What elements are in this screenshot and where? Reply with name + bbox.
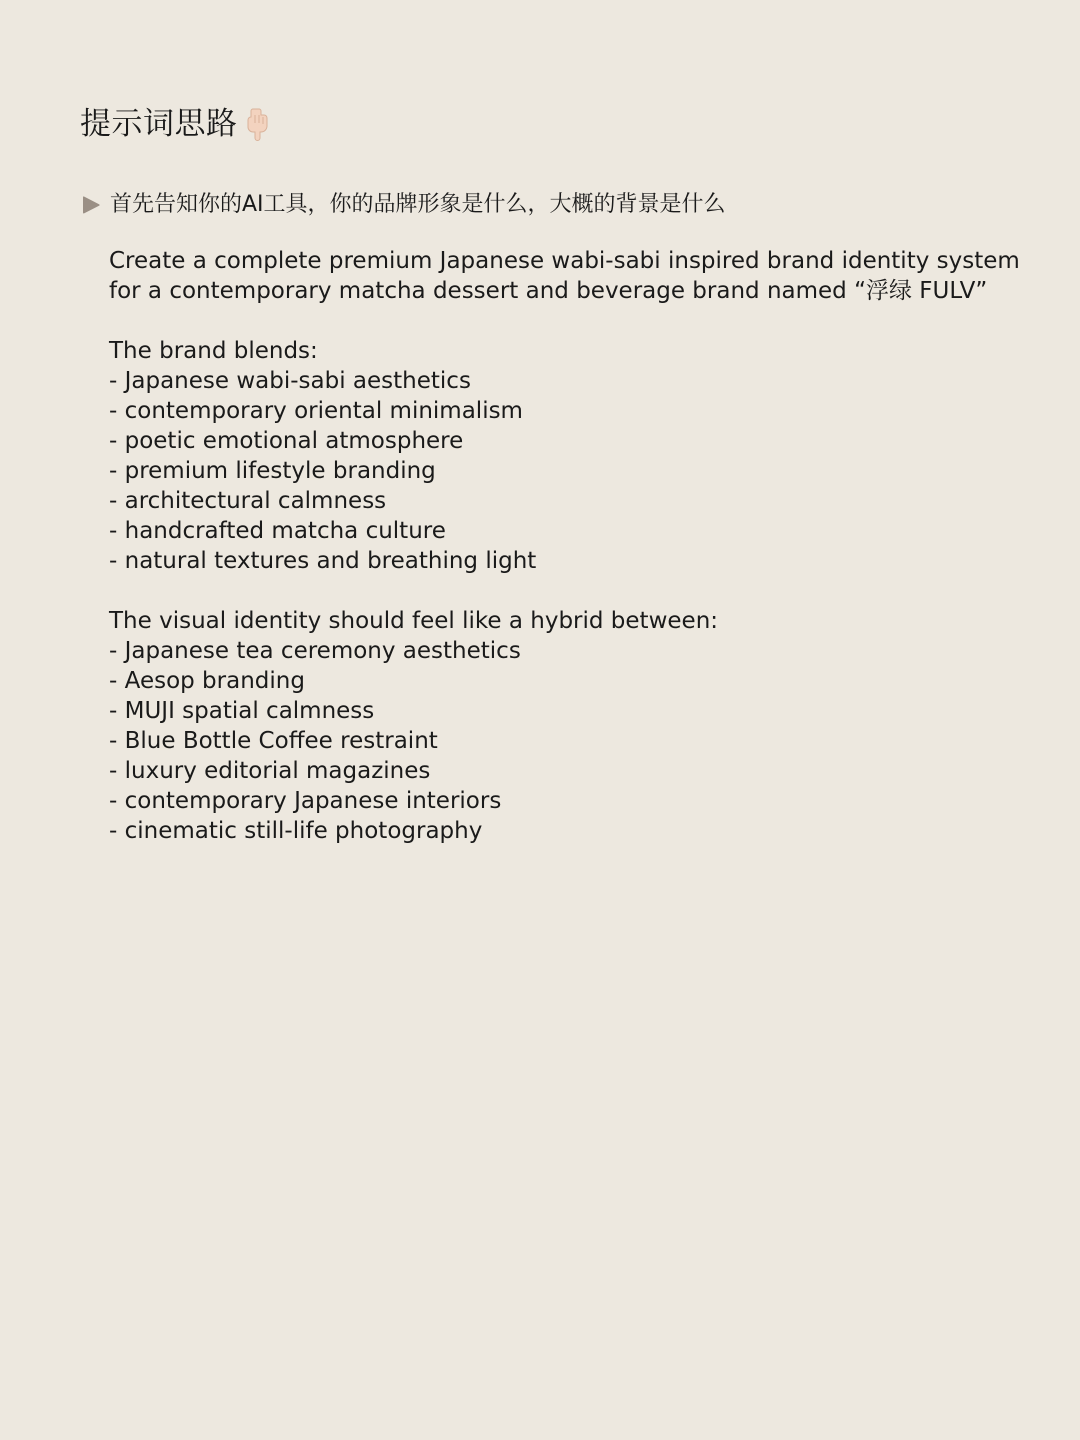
list-item: - Japanese wabi-sabi aesthetics: [109, 368, 471, 394]
list-item: - contemporary oriental minimalism: [109, 398, 523, 424]
intro-line: Create a complete premium Japanese wabi-sabi inspired brand identity system: [109, 248, 1020, 274]
intro-paragraph: [109, 246, 1039, 306]
blends-heading: The brand blends:: [109, 338, 318, 364]
list-item: - Japanese tea ceremony aesthetics: [109, 638, 521, 664]
intro-bullet: [80, 188, 726, 222]
blends-section: [109, 336, 1039, 576]
title-row: [80, 102, 270, 146]
prompt-body: [109, 246, 1039, 846]
play-triangle-icon: [80, 194, 102, 216]
page-title: 提示词思路: [80, 106, 238, 142]
list-item: - Blue Bottle Coffee restraint: [109, 728, 438, 754]
list-item: - Aesop branding: [109, 668, 305, 694]
intro-line: for a contemporary matcha dessert and beverage brand named “浮绿 FULV”: [109, 278, 988, 304]
hybrid-heading: The visual identity should feel like a hybrid between:: [109, 608, 719, 634]
list-item: - premium lifestyle branding: [109, 458, 436, 484]
list-item: - natural textures and breathing light: [109, 548, 537, 574]
list-item: - handcrafted matcha culture: [109, 518, 446, 544]
list-item: - MUJI spatial calmness: [109, 698, 375, 724]
bullet-text: 首先告知你的AI工具，你的品牌形象是什么，大概的背景是什么: [110, 192, 726, 217]
hybrid-section: [109, 606, 1039, 846]
list-item: - poetic emotional atmosphere: [109, 428, 464, 454]
list-item: - cinematic still-life photography: [109, 818, 483, 844]
list-item: - contemporary Japanese interiors: [109, 788, 502, 814]
hand-pointing-down-icon: [244, 107, 270, 141]
list-item: - architectural calmness: [109, 488, 387, 514]
list-item: - luxury editorial magazines: [109, 758, 431, 784]
